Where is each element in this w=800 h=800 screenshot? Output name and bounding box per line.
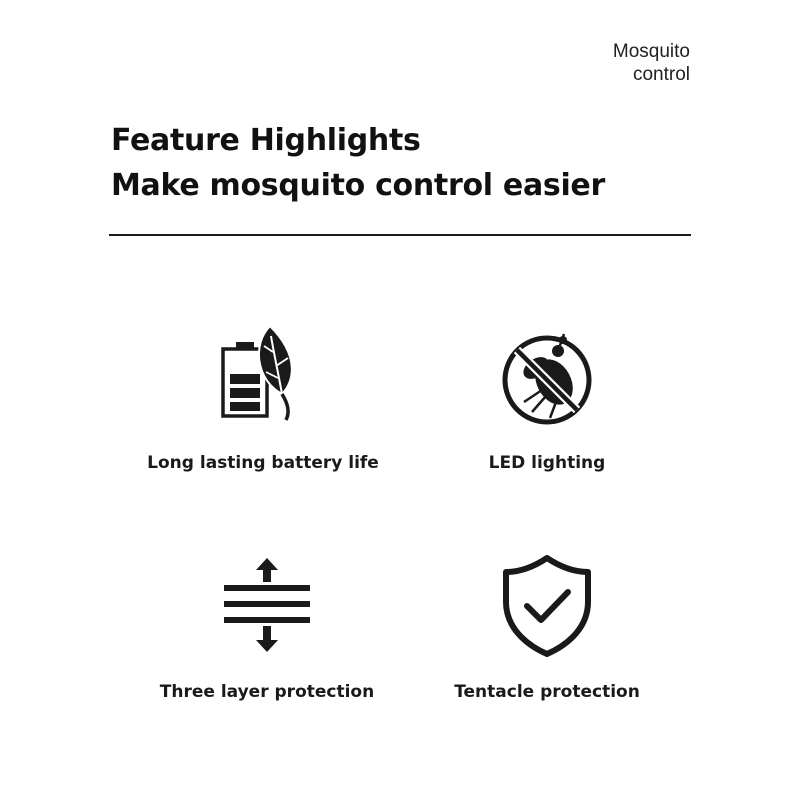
battery-leaf-icon [208,320,318,430]
feature-label: LED lighting [488,453,606,473]
feature-tentacle [397,552,697,712]
page-headline [111,118,711,208]
feature-battery [113,320,413,480]
headline-title: Feature Highlights [111,123,421,158]
no-mosquito-icon [492,320,602,430]
shield-check-icon [492,552,602,662]
brand-label-line1: Mosquito [612,41,690,62]
headline-subtitle: Make mosquito control easier [111,168,605,203]
brand-label [550,40,690,86]
feature-three-layer [117,552,417,712]
feature-label: Three layer protection [159,682,375,702]
three-layer-arrows-icon [212,552,322,662]
brand-label-line2: control [632,64,690,85]
feature-led [397,320,697,480]
feature-label: Long lasting battery life [147,453,379,473]
divider [109,234,691,236]
feature-label: Tentacle protection [454,682,640,702]
